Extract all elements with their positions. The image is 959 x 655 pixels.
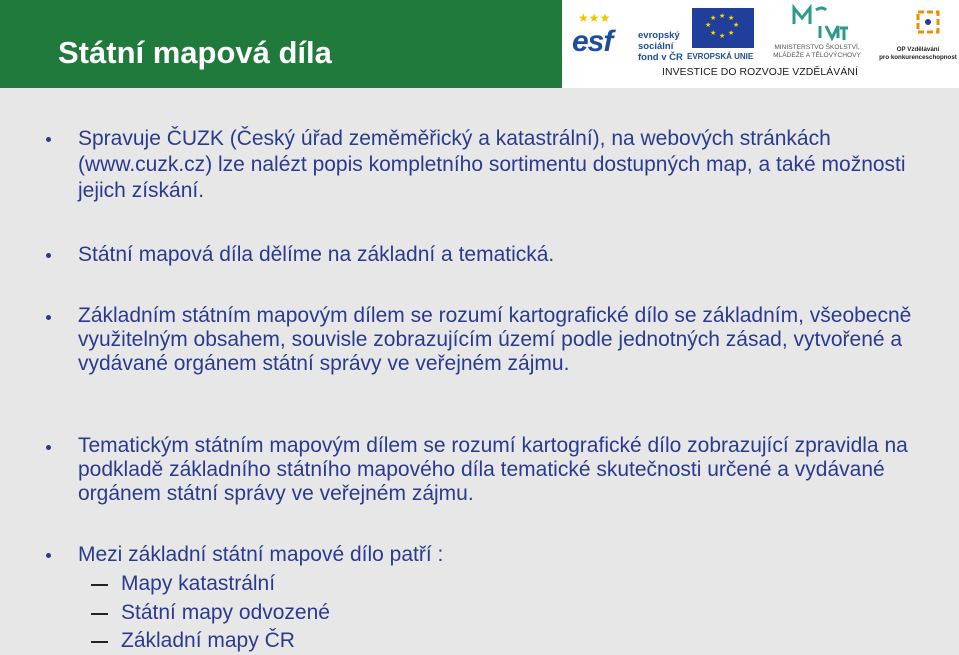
svg-text:★: ★ (719, 13, 726, 20)
bullet-item (78, 126, 928, 204)
esf-text (638, 30, 683, 63)
svg-text:★: ★ (710, 30, 717, 37)
eu-stars-icon (692, 8, 754, 48)
eu-label: EVROPSKÁ UNIE (687, 52, 754, 61)
sub-item (121, 628, 295, 654)
bullet-item (78, 242, 928, 268)
svg-text:★★★: ★★★ (578, 11, 611, 25)
sub-item (121, 600, 330, 626)
bullet-item (78, 304, 923, 376)
sub-item (121, 571, 275, 597)
sub-item-text: Základní mapy ČR (121, 629, 295, 652)
logo-caption: INVESTICE DO ROZVOJE VZDĚLÁVÁNÍ (662, 67, 858, 78)
bullet-text: Základním státním mapovým dílem se rozumí kartografické dílo se základním, všeobecně využitelným obsahem, souvisle zobrazujícím území podle jednotných zásad, vytvořené a vydávané orgánem státní správy ve veřejném zájmu. (78, 304, 912, 375)
msmt-text-line: MINISTERSTVO ŠKOLSTVÍ, (774, 44, 860, 51)
sub-item-text: Státní mapy odvozené (121, 601, 330, 624)
esf-text-line: fond v ČR (638, 52, 683, 63)
bullet-text: Spravuje ČUZK (Český úřad zeměměřický a katastrální), na webových stránkách ( (78, 127, 831, 176)
dash-icon (91, 613, 108, 615)
bullet-text: Mezi základní státní mapové dílo patří : (78, 543, 444, 566)
eu-flag-icon (692, 8, 754, 48)
msmt-text (758, 44, 876, 60)
esf-text-line: evropský (638, 30, 680, 41)
bullet-dot-icon (46, 253, 51, 258)
svg-text:★: ★ (733, 22, 740, 29)
bullet-text: Tematickým státním mapovým dílem se rozumí kartografické dílo zobrazující zpravidla na podkladě základního státního mapového díla tematické skutečnosti určené a vydávané orgánem státní správy ve veřejném zájmu. (78, 434, 908, 505)
op-logo-icon (912, 6, 944, 38)
bullet-item (78, 542, 928, 568)
bullet-dot-icon (46, 553, 51, 558)
sub-item-text: Mapy katastrální (121, 572, 276, 595)
svg-text:★: ★ (705, 22, 712, 29)
op-text-line: OP Vzdělávání (896, 46, 940, 53)
op-text-line: pro konkurenceschopnost (879, 53, 957, 61)
svg-text:★: ★ (719, 33, 726, 40)
slide-title: Státní mapová díla (58, 35, 332, 70)
op-text (878, 46, 958, 61)
msmt-text-line: MLÁDEŽE A TĚLOVÝCHOVY (773, 52, 861, 59)
esf-letters: esf (572, 25, 613, 58)
bullet-text: Státní mapová díla dělíme na základní a tematická. (78, 243, 555, 266)
esf-logo (572, 8, 688, 66)
bullet-dot-icon (46, 445, 51, 450)
svg-text:★: ★ (728, 30, 735, 37)
bullet-dot-icon (46, 315, 51, 320)
svg-text:★: ★ (710, 15, 717, 22)
dash-icon (91, 641, 108, 643)
svg-text:★: ★ (728, 15, 735, 22)
msmt-logo-icon (790, 4, 850, 42)
logo-strip (562, 0, 959, 88)
cuzk-link[interactable]: www.cuzk.cz (85, 153, 206, 176)
dash-icon (91, 584, 108, 586)
bullet-text: ) lze nalézt popis kompletního sortimentu dostupných map, a také možnosti jejich získání. (78, 153, 906, 202)
bullet-dot-icon (46, 137, 51, 142)
bullet-item (78, 434, 923, 506)
esf-text-line: sociální (638, 41, 674, 52)
